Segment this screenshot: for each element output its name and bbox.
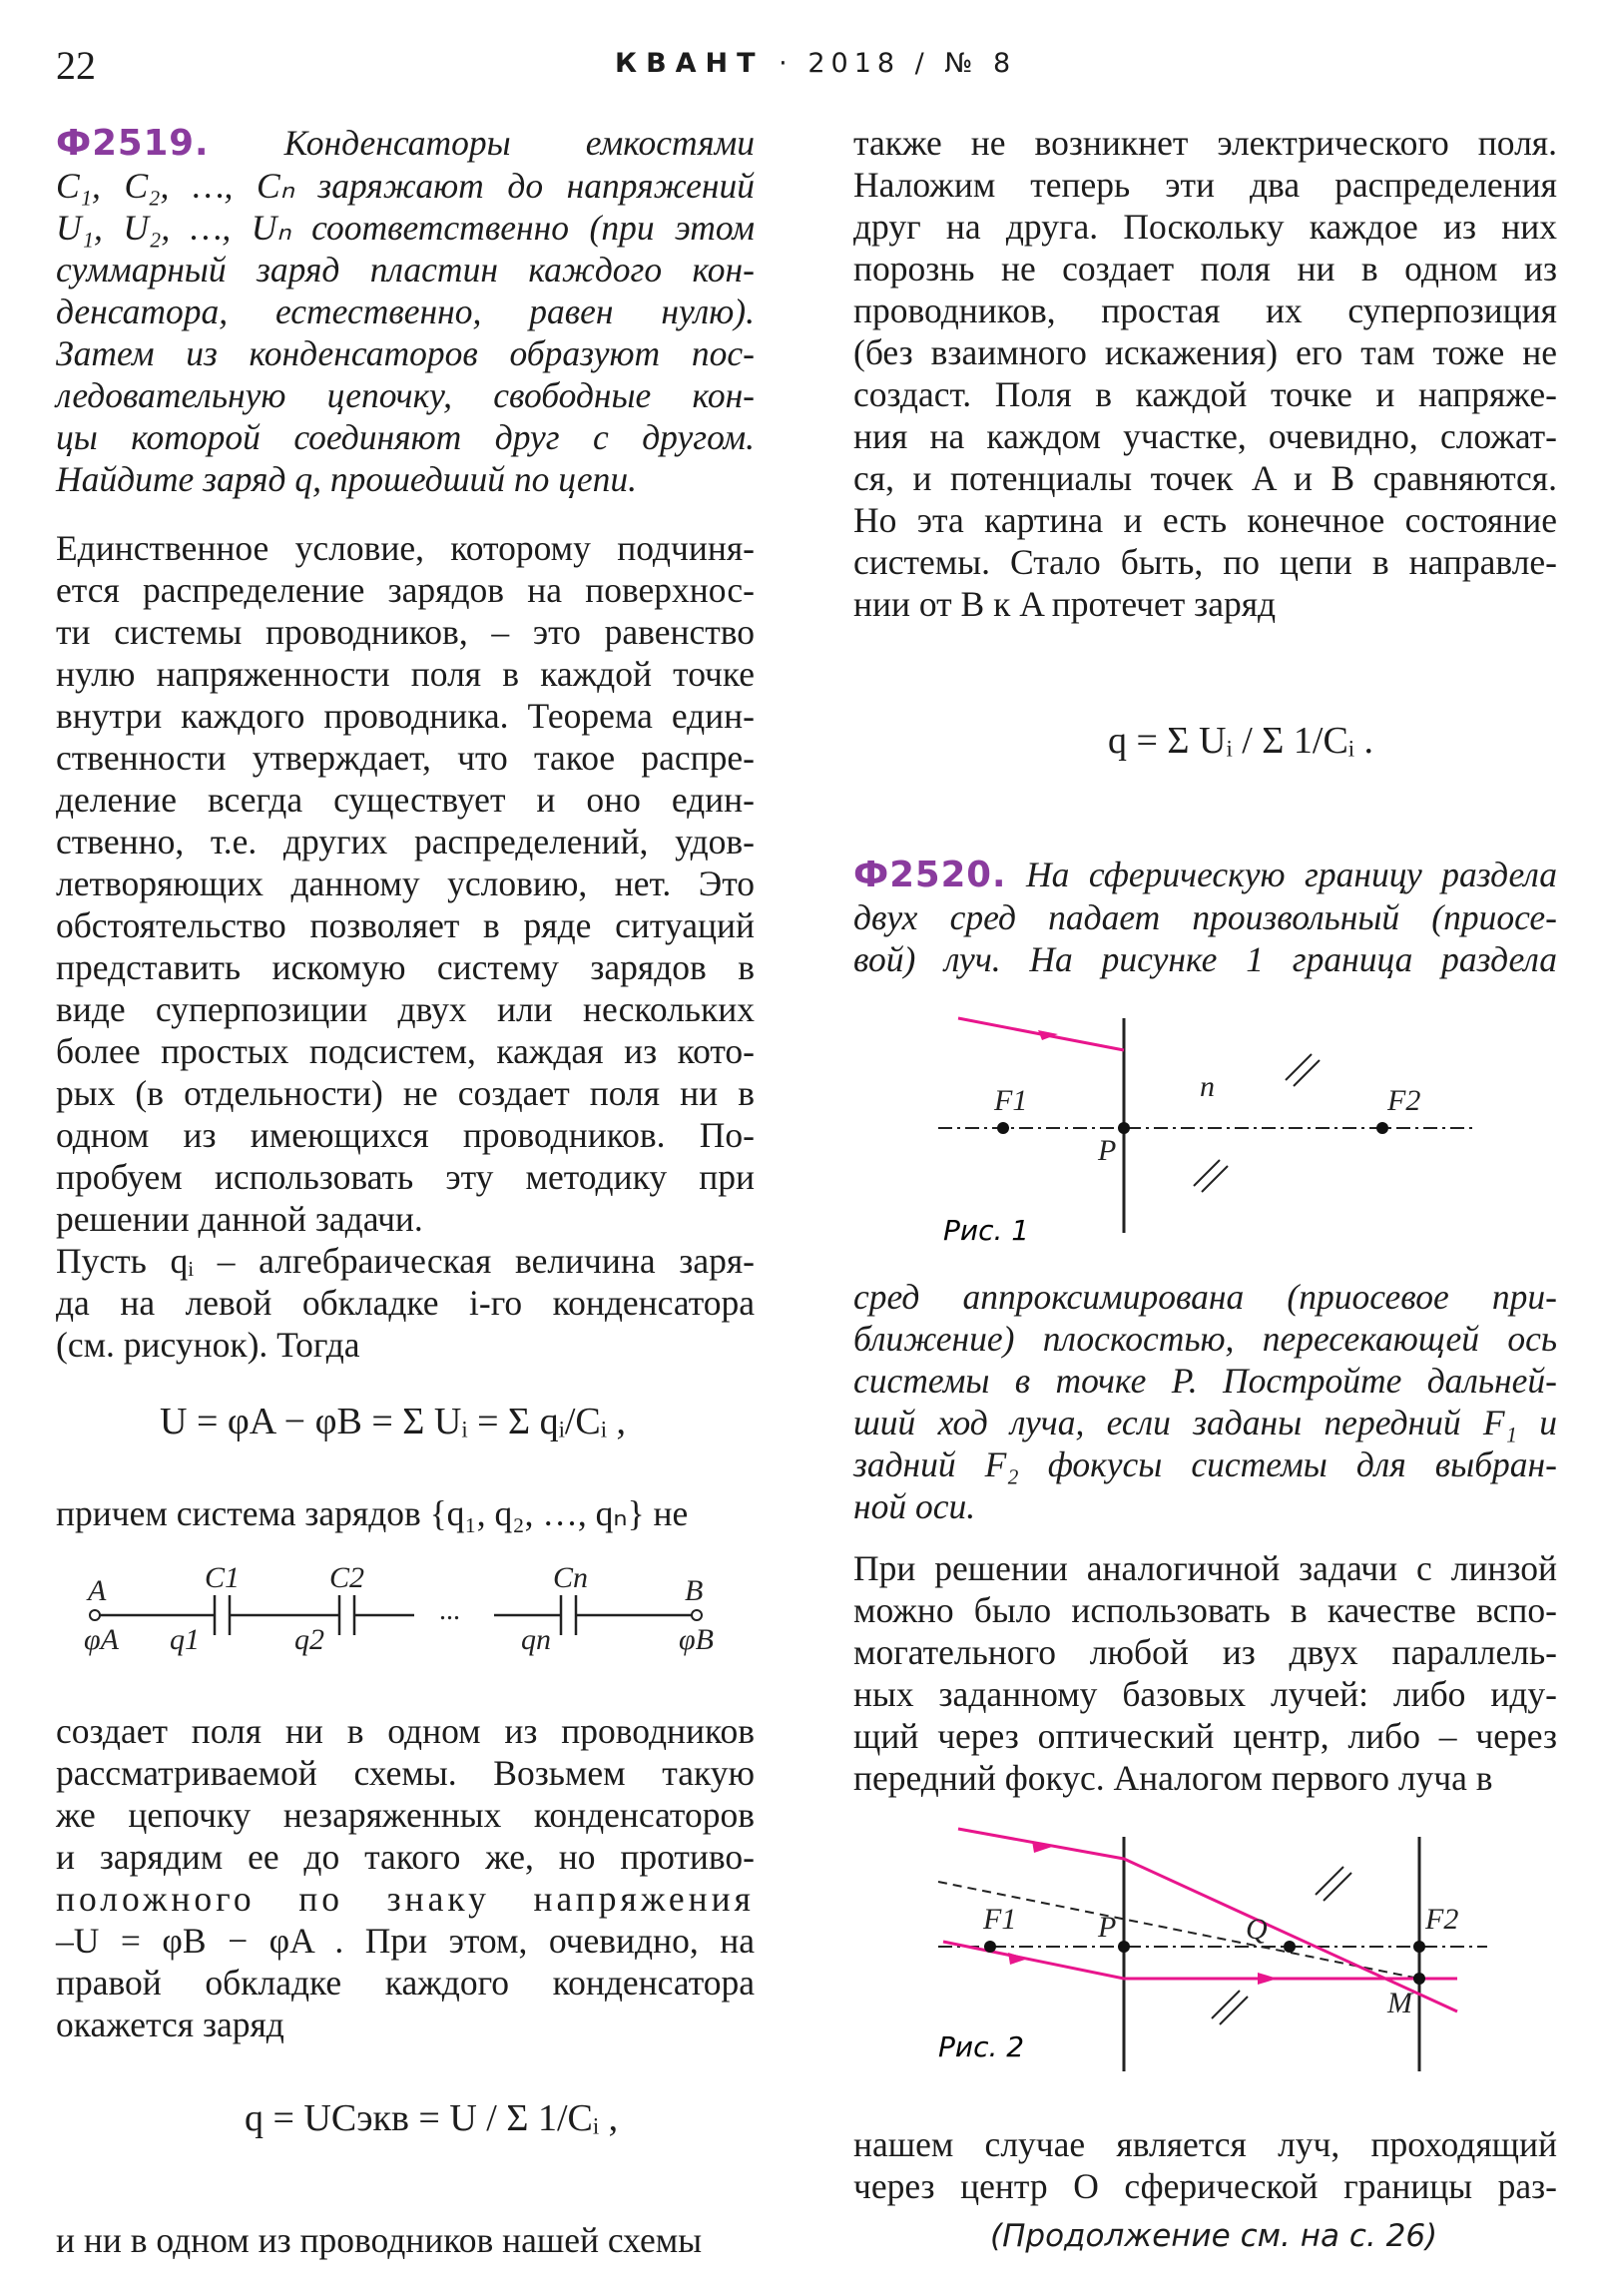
focus-point-F2 [1413,1941,1425,1953]
node-label-B: B [685,1574,704,1607]
formula-answer-2519: q = Σ Uᵢ / Σ 1/Cᵢ . [1108,720,1373,762]
problem-label-2519: Ф2519. [56,123,210,164]
figure-1-caption: Рис. 1 [943,1214,1030,1247]
charge-label-q1: q1 [170,1623,200,1656]
charge-label-q2: q2 [294,1623,324,1656]
focus-point-F1 [984,1941,996,1953]
problem-2520-statement-cont: сред аппроксимирована (приосевое при- ближение) плоскостью, пересекающей ось системы в точке P. Постройте дальней- ший ход луча, если заданы передний F₁ и задний F₂ фокусы системы для выбран- ной оси. [853,1277,1557,1526]
solution-2520-text: При решении аналогичной задачи с линзой можно было использовать в качестве вспо- могательного любой из двух параллель- ных заданному базовых лучей: либо иду- щий через оптический центр, либо – через передний фокус. Аналогом первого луча в [853,1548,1557,1798]
fig2-label-M: M [1387,1987,1412,2019]
continuation-note: (Продолжение см. на с. 26) [990,2218,1438,2254]
circuit-ellipsis: ... [439,1595,460,1626]
capacitor-chain-circuit [80,1567,719,1687]
left-column [56,122,755,500]
running-head [615,48,1016,79]
problem-label-2520: Ф2520. [853,855,1007,895]
point-Q [1284,1941,1296,1953]
capacitor-label-Cn: Cn [553,1567,589,1594]
fig1-label-n: n [1200,1070,1215,1103]
header-separator: · [779,48,794,79]
formula-voltage-sum: U = φA − φB = Σ Uᵢ = Σ qᵢ/Cᵢ , [160,1401,626,1442]
prichem-line: причем система зарядов {q₁, q₂, …, qₙ} не [56,1493,689,1533]
focus-point-F2 [1376,1122,1388,1134]
point-P [1118,1122,1130,1134]
solution-2519-text: Единственное условие, которому подчиня- ется распределение зарядов на поверхнос- ти системы проводников, – это равенство нулю напряженности поля в каждой точке внутри каждого проводника. Теорема един- ственности утверждает, что такое распре- деление всегда существует и оно един- ственно, т.е. других распределений, удов- летворяющих данному условию, нет. Это обстоятельство позволяет в ряде ситуаций представить искомую систему зарядов в виде суперпозиции двух или нескольких более простых подсистем, каждая из кото- рых (в отдельности) не создает поля ни в одном из имеющихся проводников. По- пробуем использовать эту методику при решении данной задачи. Пусть qᵢ – алгебраическая величина заря- да на левой обкладке i-го конденсатора (см. рисунок). Тогда [56,528,755,1365]
ray-arrow-icon [1258,1973,1278,1985]
capacitor-label-C1: C1 [205,1567,241,1594]
journal-name: КВАНТ [615,48,765,79]
problem-2520-statement: Ф2520. На сферическую границу раздела двух сред падает произвольный (приосе- вой) луч. На рисунке 1 граница раздела [853,855,1558,979]
figure-2-caption: Рис. 2 [938,2030,1025,2063]
node-label-A: A [88,1574,107,1607]
incident-ray-upper [958,1829,1457,2011]
charge-label-qn: qn [521,1623,551,1656]
formula-equivalent-charge: q = UCэкв = U / Σ 1/Cᵢ , [245,2097,619,2139]
fig1-label-F1: F1 [994,1084,1028,1117]
figure-1-refraction [898,998,1497,1268]
ray-arrow-icon [1038,1030,1058,1040]
fig2-label-P: P [1098,1911,1117,1944]
right-column-top-text: также не возникнет электрического поля. Наложим теперь эти два распределения друг на друга. Поскольку каждое из них порознь не создает поля ни в одном из проводников, простая их суперпозиция (без взаимного искажения) его там тоже не создаст. Поля в каждой точке и напряже- ния на каждом участке, очевидно, сложат- ся, и потенциалы точек A и B сравняются. Но эта картина и есть конечное состояние системы. Стало быть, по цепи в направле- нии от B к A протечет заряд [853,123,1557,624]
figure-2-construction [898,1797,1497,2096]
page-header [56,42,1543,92]
phi-A-label: φA [84,1623,119,1656]
problem-2519-statement: Ф2519. Конденсаторы емкостями C₁, C₂, …, Cₙ заряжают до напряжений U₁, U₂, …, Uₙ соответственно (при этом суммарный заряд пластин каждого кон- денсатора, естественно, равен нулю). Затем из конденсаторов образуют пос- ледовательную цепочку, свободные кон- цы которой соединяют друг с другом. Найдите заряд q, прошедший по цепи. [56,123,755,499]
ray-arrow-icon [1008,1953,1028,1965]
fig2-label-F1: F1 [983,1903,1017,1936]
point-P [1118,1941,1130,1953]
phi-B-label: φB [679,1623,714,1656]
left-final-line: и ни в одном из проводников нашей схемы [56,2220,703,2260]
capacitor-label-C2: C2 [329,1567,365,1594]
page-number: 22 [56,43,96,88]
focus-point-F1 [997,1122,1009,1134]
right-end-text: нашем случае является луч, проходящий через центр O сферической границы раз- [853,2124,1557,2206]
fig1-label-F2: F2 [1387,1084,1421,1117]
after-circuit-text: создает поля ни в одном из проводников рассматриваемой схемы. Возьмем такую же цепочку незаряженных конденсаторов и зарядим ее до такого же, но противо- положного по знаку напряжения –U = φB − φA . При этом, очевидно, на правой обкладке каждого конденсатора окажется заряд [56,1711,755,2044]
point-M [1413,1973,1425,1985]
fig2-label-Q: Q [1246,1913,1268,1946]
fig1-label-P: P [1098,1134,1117,1167]
issue-number: 2018 / № 8 [807,48,1017,79]
fig2-label-F2: F2 [1425,1903,1459,1936]
